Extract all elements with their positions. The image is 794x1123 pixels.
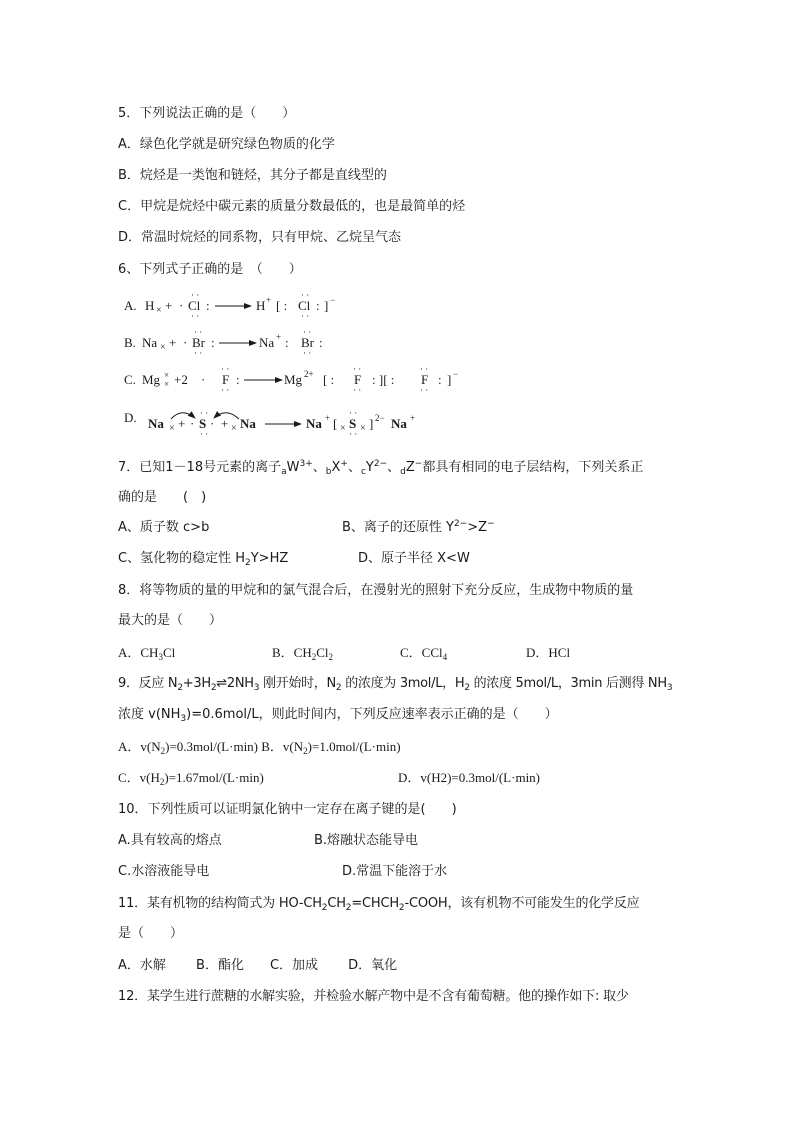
q11-line2: 是（ ） — [118, 926, 184, 941]
svg-text:· ·: · · — [353, 364, 362, 374]
svg-text:· ·: · · — [191, 290, 200, 300]
svg-text::: : — [316, 298, 320, 313]
svg-text:·: · — [179, 298, 184, 313]
svg-text:· ·: · · — [221, 385, 230, 395]
svg-text:×: × — [164, 379, 170, 389]
q6-d-na3: Na — [306, 416, 322, 431]
svg-text:· ·: · · — [194, 348, 203, 358]
svg-text:]: ] — [369, 416, 374, 431]
q6-c-charge2: − — [453, 369, 459, 379]
q6-a-bracket: ] — [324, 298, 329, 313]
q12-line1: 12．某学生进行蔗糖的水解实验，并检验水解产物中是不含有葡萄糖。他的操作如下: 取少 — [118, 989, 629, 1004]
q6-d-na2: Na — [240, 416, 256, 431]
svg-text::: : — [211, 335, 215, 350]
q6-a-h: H — [145, 298, 155, 313]
q11-line1: 11．某有机物的结构简式为 $HO-CH_2CH_2=CHCH_2$-COOH，该有机物不可能发生的化学反应 — [118, 896, 640, 913]
svg-text::: : — [236, 372, 240, 387]
q6-c-bracket: ] — [447, 372, 452, 387]
q6-d-s2: S — [349, 416, 357, 431]
q6-d-na4: Na — [391, 416, 407, 431]
q7-line2: 确的是 ( ) — [118, 490, 207, 505]
q6-b-br: Br — [192, 335, 205, 350]
svg-text:[ :: [ : — [276, 298, 288, 313]
svg-text:· ·: · · — [200, 429, 209, 439]
svg-text:[: [ — [333, 416, 338, 431]
q7-line1: 7．已知1－18号元素的离子$_aW^{3+}$、$_b$X+、$_cY^{2-}$、$_d$Z−都具有相同的电子层结构，下列关系正 — [118, 459, 644, 477]
q6-b-na: Na — [142, 335, 158, 350]
svg-text:· ·: · · — [301, 311, 310, 321]
q5-option-c: C．甲烷是烷烃中碳元素的质量分数最低的，也是最简单的烃 — [118, 199, 466, 214]
svg-text:×: × — [360, 423, 366, 434]
q6-d-plus2: + — [221, 416, 229, 431]
q7-option-a: A、质子数 c>b — [118, 520, 210, 535]
svg-text:+: + — [276, 332, 282, 342]
q6-c-f2: F — [354, 372, 362, 387]
q6-a-charge: − — [330, 295, 336, 305]
q6-a-h2: H — [256, 298, 266, 313]
q10-option-b: B.熔融状态能导电 — [314, 833, 419, 848]
q6-c-f: F — [222, 372, 230, 387]
q6-a-plus: + — [165, 298, 173, 313]
svg-text:· ·: · · — [303, 327, 312, 337]
svg-text::: : — [438, 372, 442, 387]
q6-a-cl: Cl — [188, 298, 201, 313]
q9-option-ab: A．$v(N_2)=0.3mol/(L\cdot\min)$ B．$v(N_2)=1.0mol/(L\cdot\min)$ — [118, 739, 401, 756]
q6-stem: 6、下列式子正确的是 （ ） — [118, 262, 302, 277]
svg-text:· ·: · · — [353, 385, 362, 395]
q5-stem: 5．下列说法正确的是（ ） — [118, 106, 296, 121]
svg-text:+: + — [325, 413, 331, 423]
q6-c-plus2: +2 — [174, 372, 188, 387]
svg-text:: ][ :: : ][ : — [372, 372, 395, 387]
svg-text::: : — [319, 335, 323, 350]
q6-d-plus: + — [178, 416, 186, 431]
q8-option-d: D．HCl — [526, 645, 571, 660]
q8-line2: 最大的是（ ） — [118, 613, 223, 628]
q8-option-a: A．$CH_3Cl$ — [118, 645, 176, 662]
q5-option-a: A．绿色化学就是研究绿色物质的化学 — [118, 137, 335, 152]
svg-text:[ :: [ : — [323, 372, 335, 387]
svg-text::: : — [206, 298, 210, 313]
q6-electron-formulas — [118, 286, 518, 442]
q8-line1: 8．将等物质的量的甲烷和的氯气混合后，在漫射光的照射下充分反应，生成物中物质的量 — [118, 583, 634, 598]
svg-text:×: × — [169, 423, 175, 434]
q9-line2: 浓度 $v(NH_3)=0.6mol/L$，则此时间内，下列反应速率表示正确的是（ ） — [118, 707, 558, 724]
svg-text:· ·: · · — [221, 364, 230, 374]
q6-d-letter: D. — [124, 410, 137, 425]
svg-text:· ·: · · — [420, 364, 429, 374]
svg-text:+: + — [410, 413, 416, 423]
svg-text:·: · — [190, 416, 195, 431]
q6-a-letter: A. — [124, 298, 137, 313]
svg-text::: : — [285, 335, 289, 350]
q9-option-c: C．$v(H_2)=1.67mol/(L\cdot\min)$ — [118, 770, 264, 787]
svg-text:·: · — [210, 416, 215, 431]
q6-c-f3: F — [421, 372, 429, 387]
svg-text:×: × — [340, 423, 346, 434]
svg-text:· ·: · · — [301, 290, 310, 300]
q6-c-mg: Mg — [142, 372, 161, 387]
q10-option-d: D.常温下能溶于水 — [342, 864, 448, 879]
q10-option-c: C.水溶液能导电 — [118, 864, 210, 879]
q5-option-b: B．烷烃是一类饱和链烃，其分子都是直线型的 — [118, 168, 387, 183]
q7-option-c: C、氢化物的稳定性 $H_2Y>HZ$ — [118, 551, 289, 568]
svg-text:· ·: · · — [303, 348, 312, 358]
svg-text:×: × — [164, 370, 170, 380]
q5-option-d: D．常温时烷烃的同系物，只有甲烷、乙烷呈气态 — [118, 230, 402, 245]
svg-text:· ·: · · — [349, 429, 358, 439]
svg-text:· ·: · · — [191, 311, 200, 321]
svg-text:×: × — [160, 342, 166, 353]
q6-d-na: Na — [148, 416, 164, 431]
svg-text:· ·: · · — [194, 327, 203, 337]
q6-b-letter: B. — [124, 335, 136, 350]
q6-b-plus: + — [169, 335, 177, 350]
q6-c-letter: C. — [124, 372, 136, 387]
q10-stem: 10．下列性质可以证明氯化钠中一定存在离子键的是( ) — [118, 802, 457, 817]
q10-option-a: A.具有较高的熔点 — [118, 833, 222, 848]
q9-option-d: D．v(H2)=0.3mol/(L·min) — [398, 770, 541, 785]
svg-text:+: + — [266, 295, 272, 305]
q6-b-br2: Br — [301, 335, 314, 350]
svg-text:· ·: · · — [420, 385, 429, 395]
q8-option-c: C．CCl$_4$ — [400, 645, 448, 662]
q9-line1: 9．反应 $N_2+3H_2\rightleftharpoons 2NH_3$ 刚开始时，$N_2$ 的浓度为 3mol/L，$H_2$ 的浓度 5mol/L，3min 后测得 $NH_3$ — [118, 676, 673, 693]
q6-d-charge: 2− — [375, 413, 385, 423]
q6-c-mg2: Mg — [284, 372, 303, 387]
q6-b-na2: Na — [259, 335, 275, 350]
q7-option-d: D、原子半径 X<W — [358, 551, 470, 566]
q6-d-s: S — [199, 416, 207, 431]
svg-text:×: × — [156, 305, 162, 316]
q6-a-cl2: Cl — [298, 298, 311, 313]
q7-option-b: B、离子的还原性 $Y^{2-}>Z^-$ — [342, 519, 495, 535]
q8-option-b: B．$CH_2Cl_2$ — [272, 645, 334, 662]
q11-options: A．水解 B．酯化 C．加成 D．氧化 — [118, 958, 398, 973]
svg-text:·: · — [201, 372, 206, 387]
svg-text:·: · — [183, 335, 188, 350]
q6-c-charge: 2+ — [304, 369, 314, 379]
svg-text:· ·: · · — [349, 408, 358, 418]
svg-text:· ·: · · — [200, 408, 209, 418]
svg-text:×: × — [231, 423, 237, 434]
